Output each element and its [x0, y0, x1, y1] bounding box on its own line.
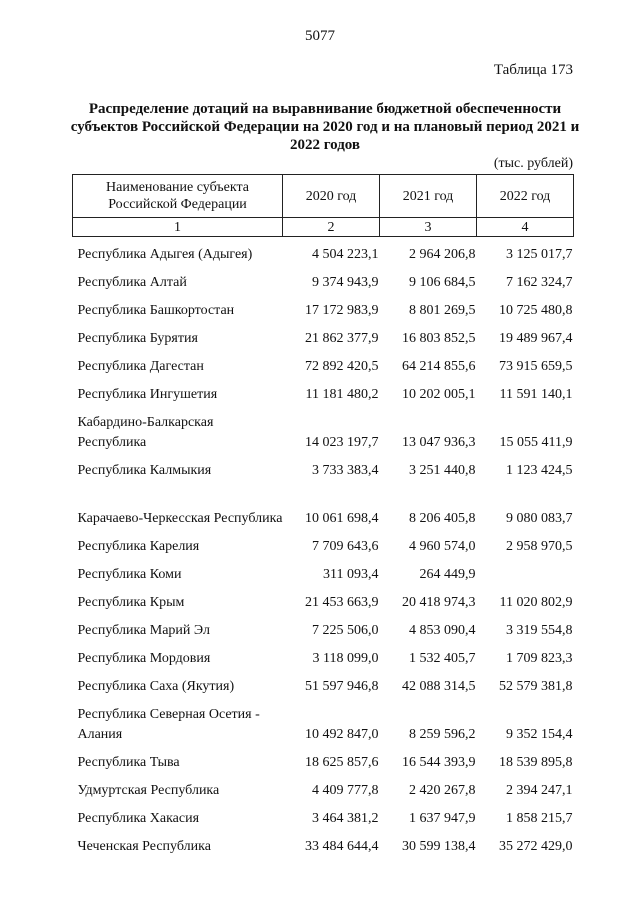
- value-2022-cell: 1 123 424,5: [506, 463, 573, 478]
- region-name-cell: Республика Коми: [77, 567, 182, 582]
- value-2020-cell: 14 023 197,7: [305, 435, 379, 450]
- region-name-cell: Республика Башкортостан: [77, 303, 235, 318]
- value-2020-cell: 11 181 480,2: [305, 387, 379, 402]
- table-row: [73, 405, 574, 453]
- value-2022-cell: [477, 557, 574, 585]
- column-number: 4: [477, 218, 574, 237]
- table-row: [73, 829, 574, 857]
- value-2021-cell: 30 599 138,4: [402, 839, 476, 854]
- value-2022-cell: 19 489 967,4: [499, 331, 573, 346]
- value-2022-cell: 15 055 411,9: [499, 435, 573, 450]
- region-name-cell: Республика Северная Осетия - Алания: [77, 707, 260, 742]
- table-row: [73, 265, 574, 293]
- unit-label: (тыс. рублей): [493, 156, 573, 171]
- value-2020-cell: 72 892 420,5: [305, 359, 379, 374]
- region-name-cell: Удмуртская Республика: [77, 783, 220, 798]
- table-row: [73, 237, 574, 266]
- value-2022-cell: 35 272 429,0: [499, 839, 573, 854]
- region-name-cell: Республика Саха (Якутия): [77, 679, 235, 694]
- value-2020-cell: 17 172 983,9: [305, 303, 379, 318]
- value-2022-cell: 52 579 381,8: [499, 679, 573, 694]
- column-number: 1: [73, 218, 283, 237]
- value-2020-cell: 3 464 381,2: [312, 811, 379, 826]
- column-number: 2: [283, 218, 380, 237]
- table-row: [73, 321, 574, 349]
- region-name-cell: Республика Алтай: [77, 275, 187, 290]
- value-2022-cell: 10 725 480,8: [499, 303, 573, 318]
- value-2021-cell: 64 214 855,6: [402, 359, 476, 374]
- region-name-cell: Республика Крым: [77, 595, 185, 610]
- table-body: [73, 237, 574, 858]
- region-name-cell: Республика Хакасия: [77, 811, 200, 826]
- value-2021-cell: 264 449,9: [419, 567, 476, 582]
- region-name-cell: Республика Ингушетия: [77, 387, 218, 402]
- region-name-cell: Республика Калмыкия: [77, 463, 212, 478]
- table-label: Таблица 173: [493, 62, 573, 78]
- value-2021-cell: 16 803 852,5: [402, 331, 476, 346]
- value-2021-cell: 2 420 267,8: [409, 783, 476, 798]
- value-2021-cell: 13 047 936,3: [402, 435, 476, 450]
- subsidies-table: [72, 174, 574, 857]
- value-2020-cell: 7 225 506,0: [312, 623, 379, 638]
- value-2022-cell: 3 319 554,8: [506, 623, 573, 638]
- column-header-2020: 2020 год: [283, 175, 380, 218]
- value-2022-cell: 2 958 970,5: [506, 539, 573, 554]
- value-2021-cell: 9 106 684,5: [409, 275, 476, 290]
- table-title: Распределение дотаций на выравнивание бюджетной обеспеченности субъектов Российской Федерации на 2020 год и на плановый период 2021 и 2022 годов: [70, 101, 580, 153]
- value-2021-cell: 42 088 314,5: [402, 679, 476, 694]
- value-2020-cell: 21 453 663,9: [305, 595, 379, 610]
- table-row: [73, 377, 574, 405]
- value-2021-cell: 10 202 005,1: [402, 387, 476, 402]
- table-row: [73, 697, 574, 745]
- table-row: [73, 669, 574, 697]
- region-name-cell: Республика Карелия: [77, 539, 200, 554]
- value-2022-cell: 7 162 324,7: [506, 275, 573, 290]
- value-2020-cell: 21 862 377,9: [305, 331, 379, 346]
- page-number: 5077: [305, 28, 335, 44]
- value-2020-cell: 18 625 857,6: [305, 755, 379, 770]
- value-2021-cell: 8 801 269,5: [409, 303, 476, 318]
- table-row: [73, 481, 574, 529]
- table-row: [73, 585, 574, 613]
- value-2020-cell: 7 709 643,6: [312, 539, 379, 554]
- region-name-cell: Чеченская Республика: [77, 839, 211, 854]
- value-2020-cell: 3 118 099,0: [312, 651, 379, 666]
- table-row: [73, 613, 574, 641]
- value-2020-cell: 311 093,4: [323, 567, 379, 582]
- value-2022-cell: 1 858 215,7: [506, 811, 573, 826]
- region-name-cell: Республика Мордовия: [77, 651, 211, 666]
- value-2020-cell: 4 409 777,8: [312, 783, 379, 798]
- value-2021-cell: 4 960 574,0: [409, 539, 476, 554]
- region-name-cell: Карачаево-Черкесская Республика: [77, 511, 283, 526]
- table-row: [73, 293, 574, 321]
- value-2021-cell: 8 259 596,2: [409, 727, 476, 742]
- table-row: [73, 801, 574, 829]
- table-row: [73, 773, 574, 801]
- region-name-cell: Республика Тыва: [77, 755, 180, 770]
- value-2021-cell: 16 544 393,9: [402, 755, 476, 770]
- column-header-2022: 2022 год: [477, 175, 574, 218]
- value-2020-cell: 51 597 946,8: [305, 679, 379, 694]
- table-row: [73, 529, 574, 557]
- value-2022-cell: 2 394 247,1: [506, 783, 573, 798]
- column-header-subject: Наименование субъекта Российской Федерации: [73, 175, 283, 218]
- value-2020-cell: 10 061 698,4: [305, 511, 379, 526]
- value-2021-cell: 1 532 405,7: [409, 651, 476, 666]
- value-2020-cell: 3 733 383,4: [312, 463, 379, 478]
- value-2021-cell: 2 964 206,8: [409, 247, 476, 262]
- value-2022-cell: 9 352 154,4: [506, 727, 573, 742]
- region-name-cell: Кабардино-Балкарская Республика: [77, 415, 214, 450]
- column-header-2021: 2021 год: [380, 175, 477, 218]
- value-2021-cell: 3 251 440,8: [409, 463, 476, 478]
- value-2021-cell: 4 853 090,4: [409, 623, 476, 638]
- value-2022-cell: 73 915 659,5: [499, 359, 573, 374]
- region-name-cell: Республика Адыгея (Адыгея): [77, 247, 253, 262]
- value-2021-cell: 20 418 974,3: [402, 595, 476, 610]
- value-2021-cell: 1 637 947,9: [409, 811, 476, 826]
- value-2022-cell: 3 125 017,7: [506, 247, 573, 262]
- table-row: [73, 745, 574, 773]
- header-row: [73, 175, 574, 218]
- value-2020-cell: 4 504 223,1: [312, 247, 379, 262]
- region-name-cell: Республика Бурятия: [77, 331, 198, 346]
- value-2022-cell: 11 591 140,1: [499, 387, 573, 402]
- table-row: [73, 557, 574, 585]
- table-row: [73, 641, 574, 669]
- table-row: [73, 453, 574, 481]
- value-2020-cell: 33 484 644,4: [305, 839, 379, 854]
- value-2022-cell: 18 539 895,8: [499, 755, 573, 770]
- column-number: 3: [380, 218, 477, 237]
- value-2022-cell: 9 080 083,7: [506, 511, 573, 526]
- value-2022-cell: 1 709 823,3: [506, 651, 573, 666]
- region-name-cell: Республика Марий Эл: [77, 623, 210, 638]
- value-2021-cell: 8 206 405,8: [409, 511, 476, 526]
- region-name-cell: Республика Дагестан: [77, 359, 204, 374]
- value-2020-cell: 9 374 943,9: [312, 275, 379, 290]
- value-2020-cell: 10 492 847,0: [305, 727, 379, 742]
- table-row: [73, 349, 574, 377]
- value-2022-cell: 11 020 802,9: [499, 595, 573, 610]
- column-number-row: [73, 218, 574, 237]
